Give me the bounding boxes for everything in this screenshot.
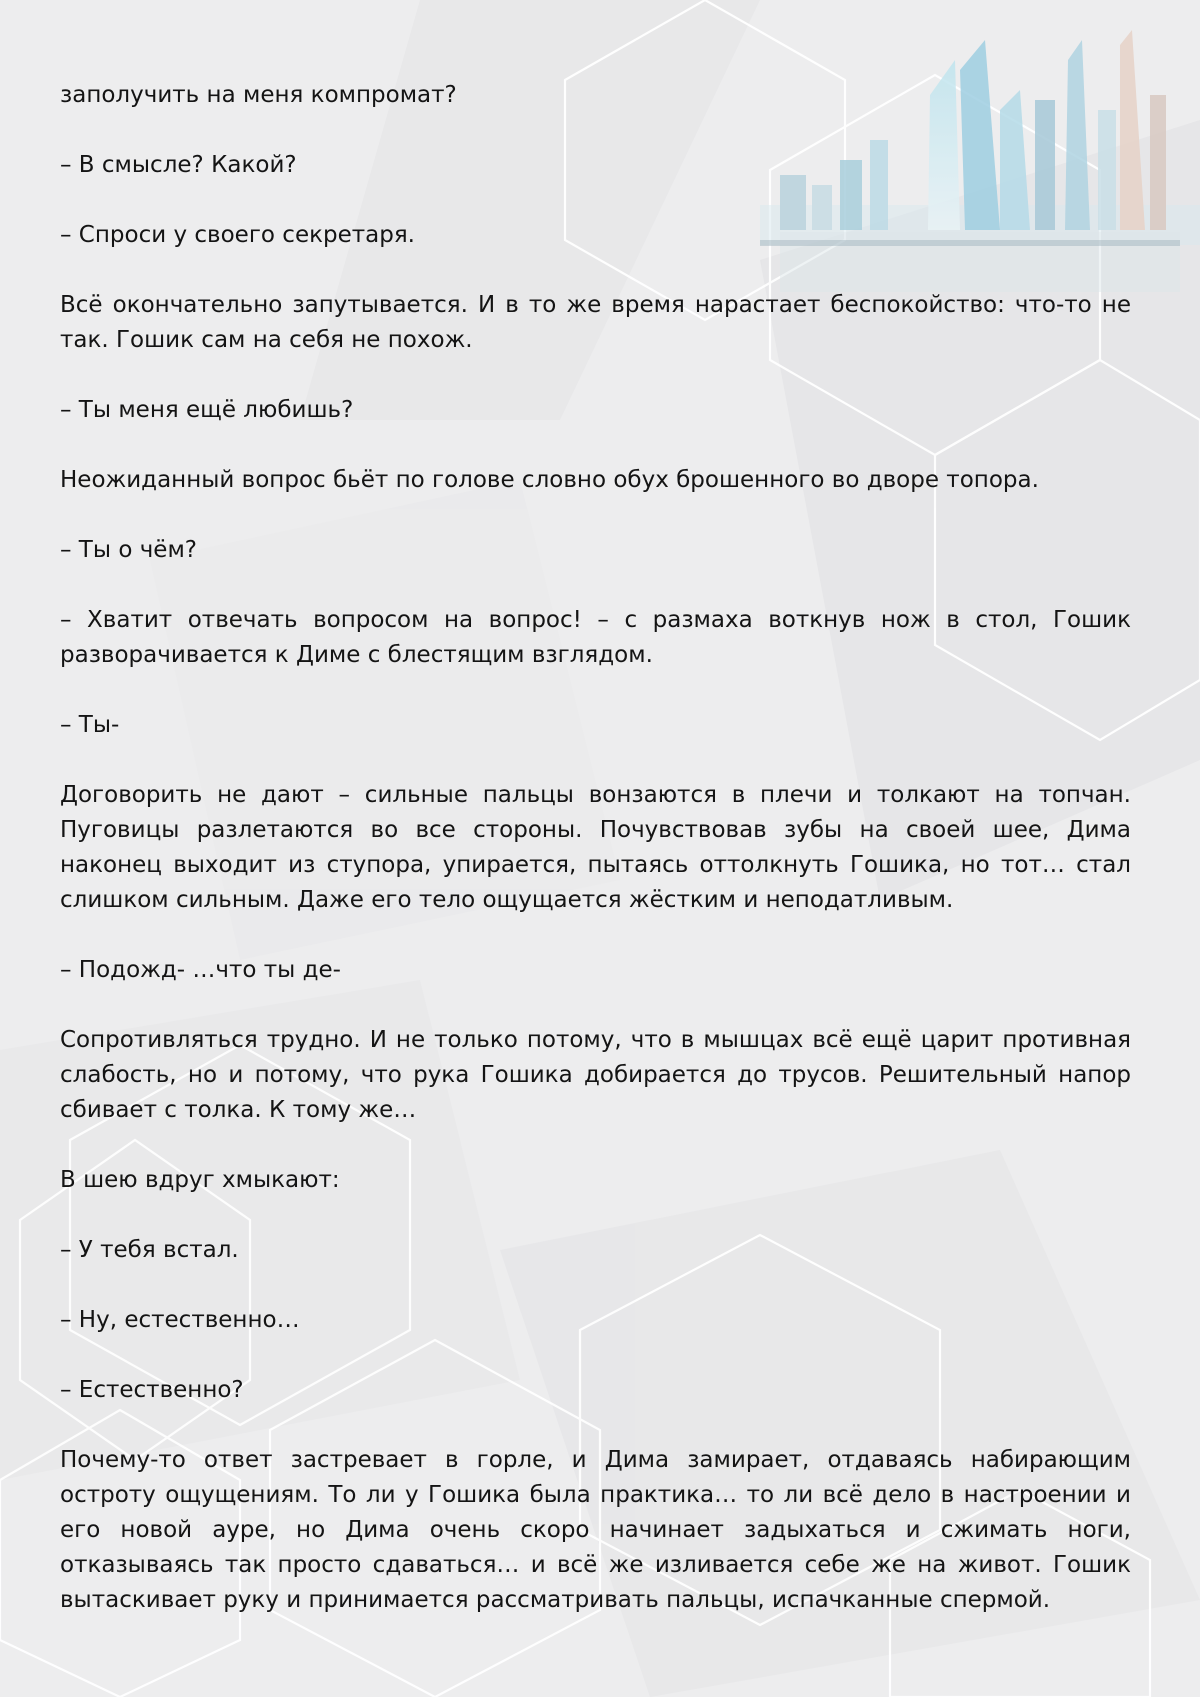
paragraph: – Хватит отвечать вопросом на вопрос! – с размаха воткнув нож в стол, Гошик разворачивается к Диме с блестящим взглядом. bbox=[60, 607, 1131, 668]
paragraph: – Спроси у своего секретаря. bbox=[60, 222, 415, 248]
paragraph: – В смысле? Какой? bbox=[60, 152, 297, 178]
paragraph: Неожиданный вопрос бьёт по голове словно обух брошенного во дворе топора. bbox=[60, 467, 1039, 493]
paragraph: – Ты о чём? bbox=[60, 537, 198, 563]
paragraph: – Ты меня ещё любишь? bbox=[60, 397, 354, 423]
paragraph: Сопротивляться трудно. И не только потому, что в мышцах всё ещё царит противная слабость, но и потому, что рука Гошика добирается до трусов. Решительный напор сбивает с толка. К тому же… bbox=[60, 1027, 1131, 1123]
paragraph: заполучить на меня компромат? bbox=[60, 82, 457, 108]
paragraph: Договорить не дают – сильные пальцы вонзаются в плечи и толкают на топчан. Пуговицы разлетаются во все стороны. Почувствовав зубы на своей шее, Дима наконец выходит из ступора, упирается, пытаясь оттолкнуть Гошика, но тот… стал слишком сильным. Даже его тело ощущается жёстким и неподатливым. bbox=[60, 782, 1131, 913]
paragraph: Всё окончательно запутывается. И в то же время нарастает беспокойство: что-то не так. Гошик сам на себя не похож. bbox=[60, 292, 1131, 353]
paragraph: – Ну, естественно… bbox=[60, 1307, 300, 1333]
paragraph: – Естественно? bbox=[60, 1377, 244, 1403]
paragraph: – У тебя встал. bbox=[60, 1237, 239, 1263]
paragraph: В шею вдруг хмыкают: bbox=[60, 1167, 340, 1193]
paragraph: Почему-то ответ застревает в горле, и Дима замирает, отдаваясь набирающим остроту ощущениям. То ли у Гошика была практика… то ли всё дело в настроении и его новой ауре, но Дима очень скоро начинает задыхаться и сжимать ноги, отказываясь так просто сдаваться… и всё же изливается себе же на живот. Гошик вытаскивает руку и принимается рассматривать пальцы, испачканные спермой. bbox=[60, 1447, 1131, 1613]
document-text bbox=[60, 78, 1131, 1653]
paragraph: – Подожд- …что ты де- bbox=[60, 957, 341, 983]
paragraph: – Ты- bbox=[60, 712, 120, 738]
